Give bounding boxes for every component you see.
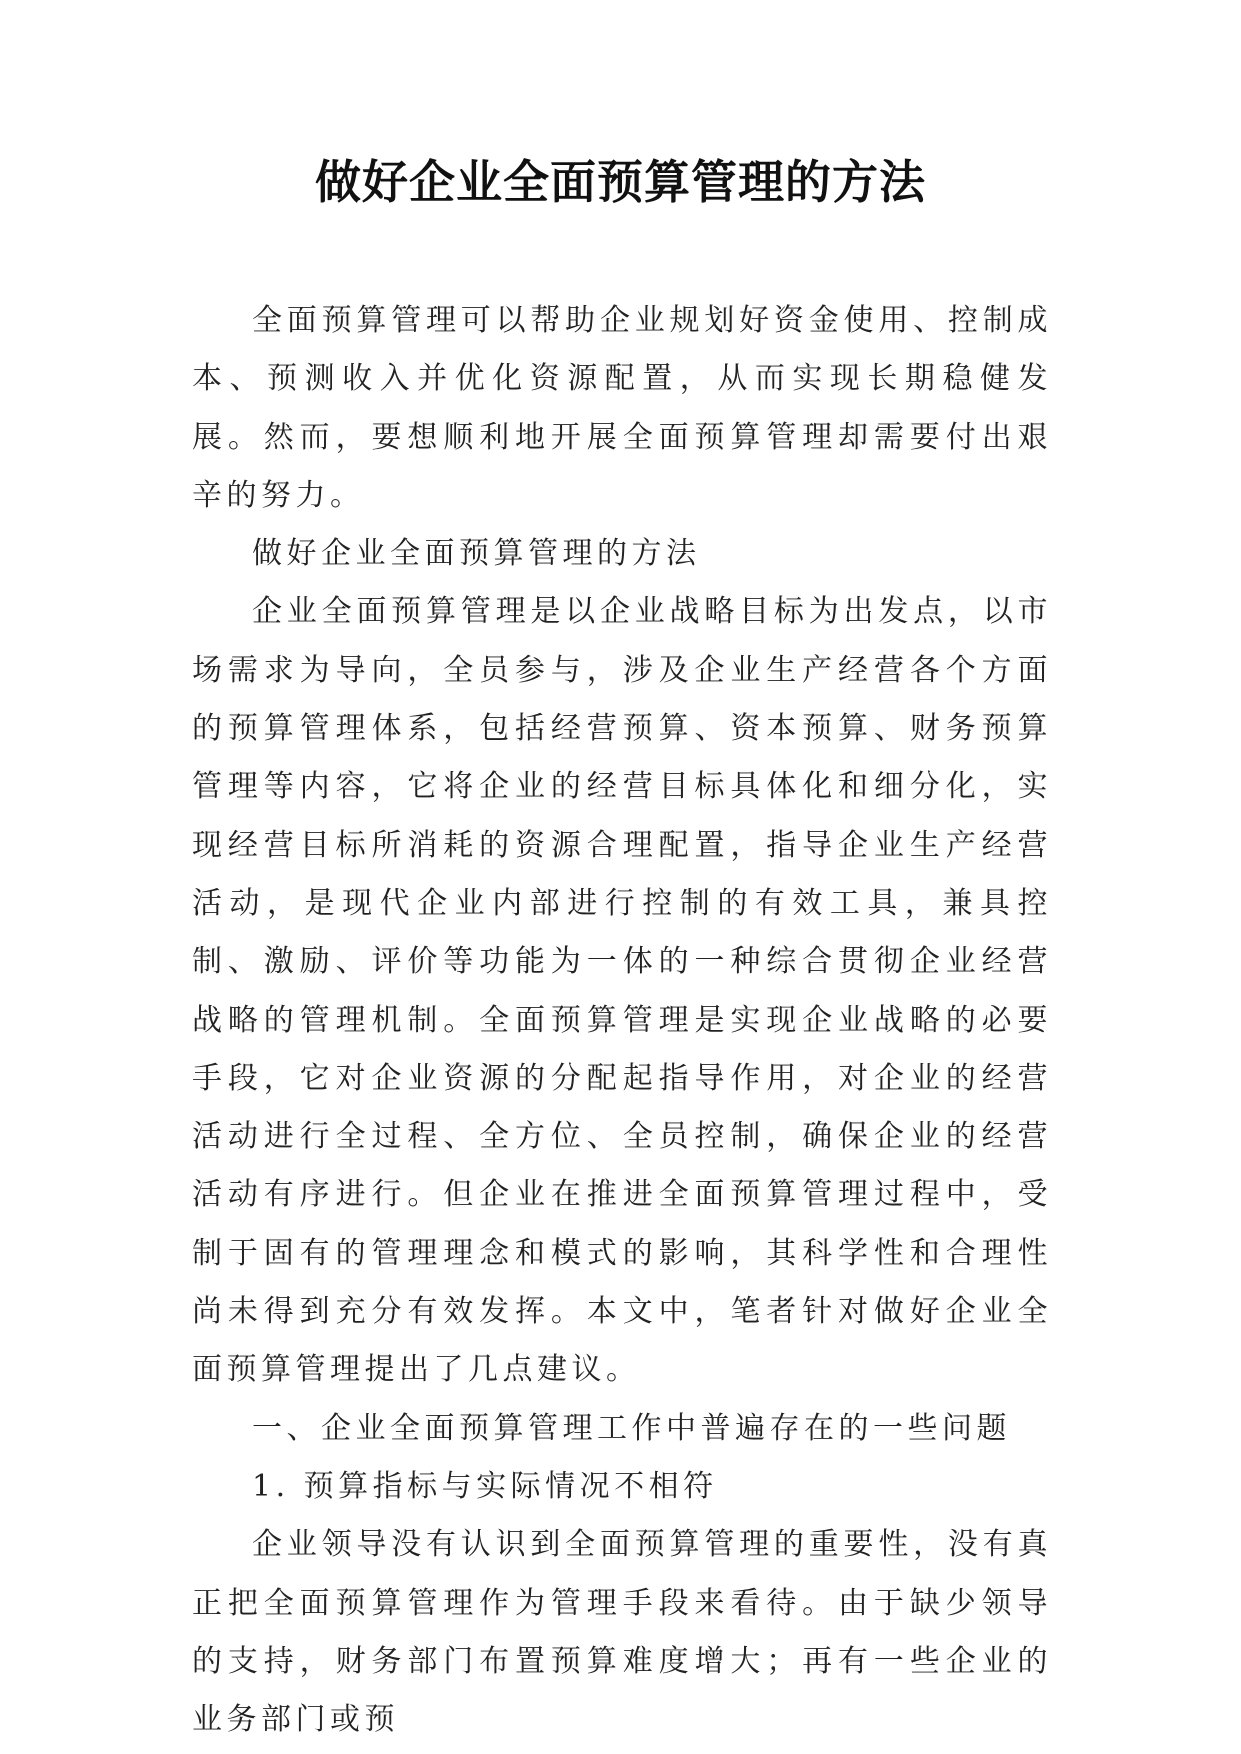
subsection-heading-1-1: 1. 预算指标与实际情况不相符	[252, 1468, 718, 1504]
paragraph-overview: 企业全面预算管理是以企业战略目标为出发点，以市场需求为导向，全员参与，涉及企业生产经营各个方面的预算管理体系，包括经营预算、资本预算、财务预算管理等内容，它将企业的经营目标具体化和细分化，实现经营目标所消耗的资源合理配置，指导企业生产经营活动，是现代企业内部进行控制的有效工具，兼具控制、激励、评价等功能为一体的一种综合贯彻企业经营战略的管理机制。全面预算管理是实现企业战略的必要手段，它对企业资源的分配起指导作用，对企业的经营活动进行全过程、全方位、全员控制，确保企业的经营活动有序进行。但企业在推进全面预算管理过程中，受制于固有的管理理念和模式的影响，其科学性和合理性尚未得到充分有效发挥。本文中，笔者针对做好企业全面预算管理提出了几点建议。	[192, 594, 1052, 1388]
paragraph-intro: 全面预算管理可以帮助企业规划好资金使用、控制成本、预测收入并优化资源配置，从而实现长期稳健发展。然而，要想顺利地开展全面预算管理却需要付出艰辛的努力。	[192, 303, 1052, 513]
section-heading-1: 一、企业全面预算管理工作中普遍存在的一些问题	[252, 1410, 1011, 1446]
paragraph-subtitle: 做好企业全面预算管理的方法	[252, 536, 701, 572]
document-title: 做好企业全面预算管理的方法	[315, 155, 926, 209]
document-body	[192, 292, 1052, 1749]
paragraph-problem-1: 企业领导没有认识到全面预算管理的重要性，没有真正把全面预算管理作为管理手段来看待。由于缺少领导的支持，财务部门布置预算难度增大；再有一些企业的业务部门或预	[192, 1527, 1052, 1738]
